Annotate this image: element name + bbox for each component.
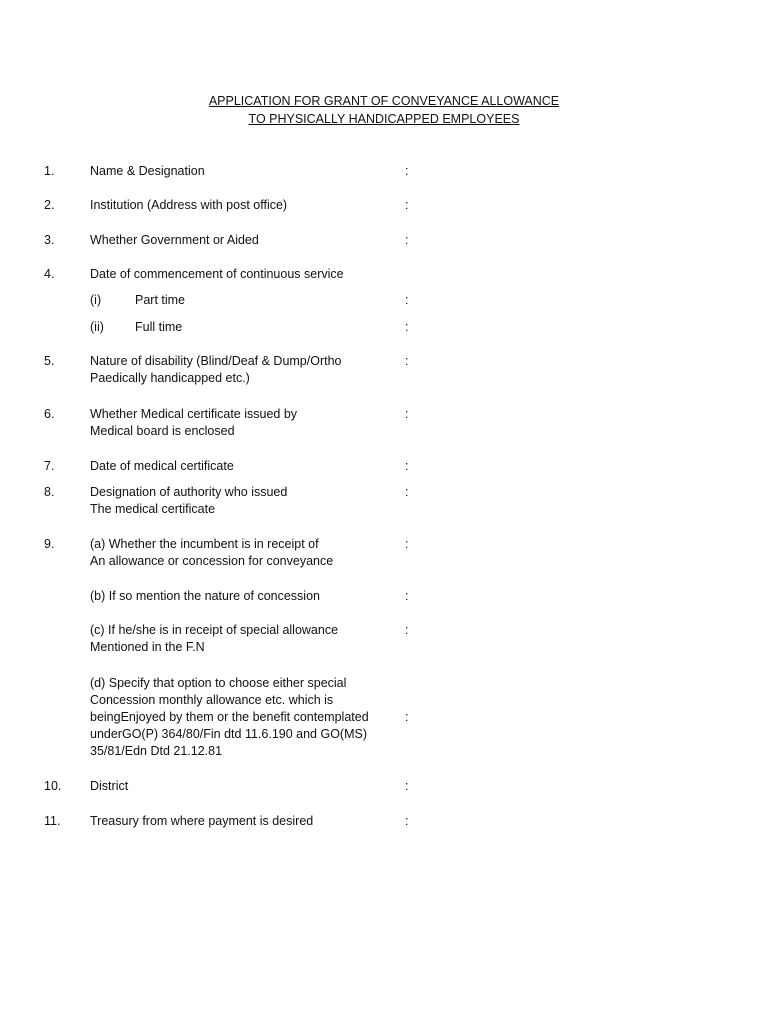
- item-colon: :: [405, 485, 409, 499]
- item-colon: :: [405, 293, 409, 307]
- item-colon: :: [405, 233, 409, 247]
- item-label: Date of commencement of continuous service: [90, 267, 344, 281]
- item-number: 8.: [44, 485, 55, 499]
- item-label: Whether Government or Aided: [90, 233, 259, 247]
- item-colon: :: [405, 407, 409, 421]
- item-colon: :: [405, 320, 409, 334]
- item-number: 1.: [44, 164, 55, 178]
- item-number: 2.: [44, 198, 55, 212]
- item-number: 4.: [44, 267, 55, 281]
- item-colon: :: [405, 814, 409, 828]
- form-title-line-1: APPLICATION FOR GRANT OF CONVEYANCE ALLOWANCE: [208, 94, 560, 108]
- item-colon: :: [405, 623, 409, 637]
- subitem-number: (ii): [90, 320, 104, 334]
- item-label: (c) If he/she is in receipt of special allowance Mentioned in the F.N: [90, 623, 339, 654]
- item-label: Institution (Address with post office): [90, 198, 288, 212]
- item-colon: :: [405, 198, 409, 212]
- item-number: 9.: [44, 537, 55, 551]
- item-colon: :: [405, 459, 409, 473]
- item-label: District: [90, 779, 129, 793]
- item-label: Treasury from where payment is desired: [90, 814, 314, 828]
- item-label: Whether Medical certificate issued by Medical board is enclosed: [90, 407, 298, 438]
- item-colon: :: [405, 537, 409, 551]
- item-label: Date of medical certificate: [90, 459, 234, 473]
- item-label: Nature of disability (Blind/Deaf & Dump/Ortho Paedically handicapped etc.): [90, 354, 342, 385]
- item-number: 6.: [44, 407, 55, 421]
- item-label: Name & Designation: [90, 164, 205, 178]
- subitem-number: (i): [90, 293, 102, 307]
- item-colon: :: [405, 710, 409, 724]
- item-label: (b) If so mention the nature of concession: [90, 589, 320, 603]
- item-number: 11.: [44, 814, 61, 828]
- item-label: (a) Whether the incumbent is in receipt of An allowance or concession for conveyance: [90, 537, 334, 568]
- subitem-label: Full time: [135, 320, 183, 334]
- item-number: 5.: [44, 354, 55, 368]
- subitem-label: Part time: [135, 293, 186, 307]
- item-number: 7.: [44, 459, 55, 473]
- item-label: Designation of authority who issued The medical certificate: [90, 485, 288, 516]
- item-colon: :: [405, 164, 409, 178]
- item-colon: :: [405, 779, 409, 793]
- item-number: 3.: [44, 233, 55, 247]
- item-colon: :: [405, 589, 409, 603]
- item-label: (d) Specify that option to choose either special Concession monthly allowance etc. which is beingEnjoyed by them or the benefit contemplated underGO(P) 364/80/Fin dtd 11.6.190 and GO(MS) 35/81/Edn Dtd 21.12.81: [90, 676, 369, 758]
- form-title-line-2: TO PHYSICALLY HANDICAPPED EMPLOYEES: [248, 112, 520, 126]
- item-colon: :: [405, 354, 409, 368]
- item-number: 10.: [44, 779, 62, 793]
